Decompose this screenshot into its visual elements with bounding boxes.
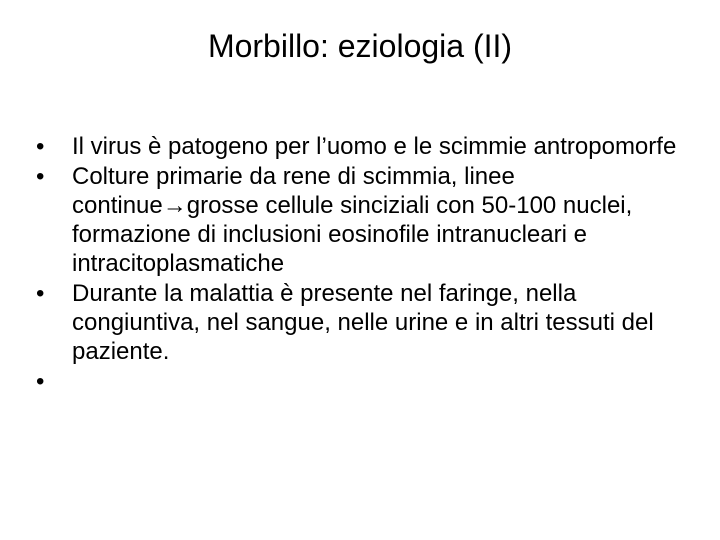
bullet-text-4: [72, 367, 696, 396]
bullet-text-3: Durante la malattia è presente nel faringe, nella congiuntiva, nel sangue, nelle urine e in altri tessuti del paziente.: [72, 280, 654, 365]
bullet-list: [36, 132, 696, 397]
bullet-marker: •: [36, 368, 45, 395]
bullet-item-3: [36, 279, 696, 366]
bullet-marker: •: [36, 163, 45, 190]
bullet-item-1: [36, 132, 696, 161]
bullet-marker: •: [36, 280, 45, 307]
bullet-item-2: [36, 162, 696, 278]
bullet-text-2: Colture primarie da rene di scimmia, linee continue→grosse cellule sinciziali con 50-100 nuclei, formazione di inclusioni eosinofile intranucleari e intracitoplasmatiche: [72, 163, 633, 277]
bullet-item-4: [36, 367, 696, 396]
bullet-marker: •: [36, 133, 45, 160]
bullet-text-1: Il virus è patogeno per l’uomo e le scimmie antropomorfe: [72, 133, 677, 160]
slide-title: Morbillo: eziologia (II): [207, 28, 513, 64]
